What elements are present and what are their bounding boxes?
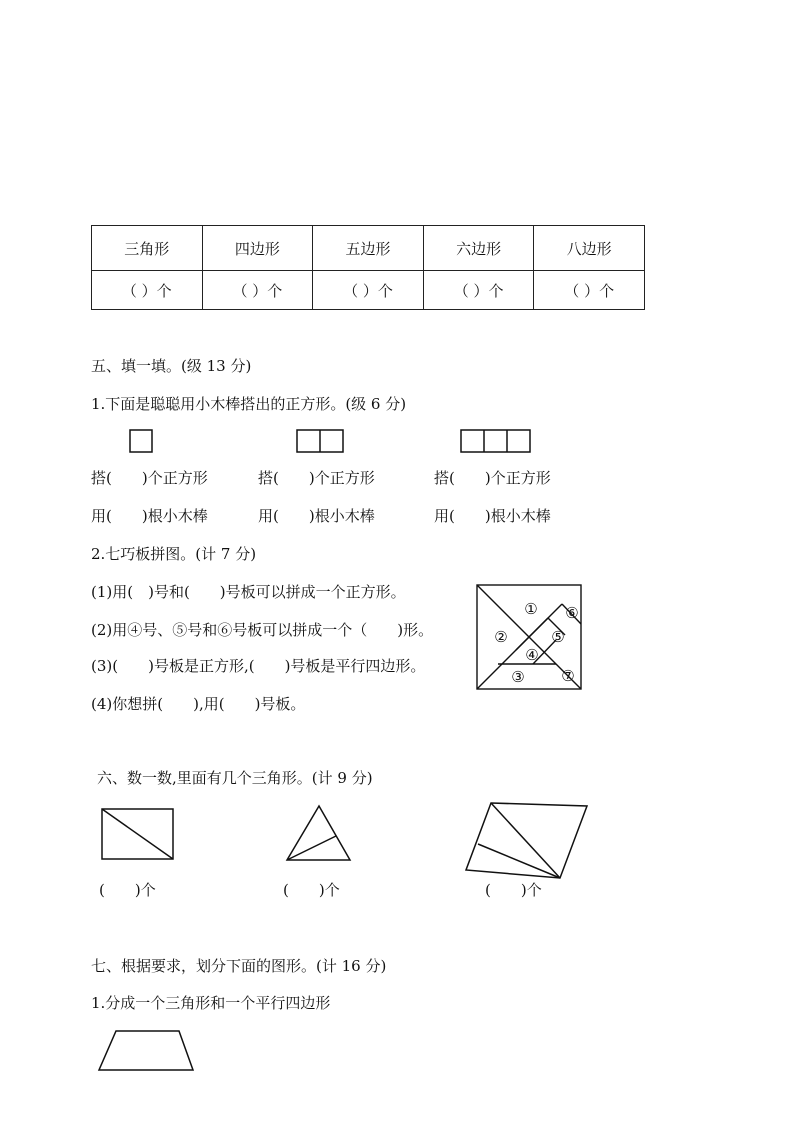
section7-title: 七、根据要求，划分下面的图形。(计 16 分) — [91, 957, 387, 975]
tangram-question-3[interactable]: (3)( )号板是正方形,( )号板是平行四边形。 — [91, 657, 426, 675]
build-count-1[interactable]: 搭( )个正方形 — [91, 469, 208, 487]
table-answer-cell[interactable]: （ ）个 — [202, 271, 313, 310]
triangle-count-answer-2[interactable]: ( )个 — [283, 881, 340, 899]
build-count-3[interactable]: 搭( )个正方形 — [434, 469, 551, 487]
tangram-label-6: ⑥ — [565, 604, 579, 622]
section5-q1-title: 1.下面是聪聪用小木棒搭出的正方形。(级 6 分) — [91, 395, 407, 413]
tangram-label-1: ① — [524, 600, 538, 618]
section6-title: 六、数一数,里面有几个三角形。(计 9 分) — [97, 769, 373, 787]
section5-q2-title: 2.七巧板拼图。(计 7 分) — [91, 545, 257, 563]
stick-count-3[interactable]: 用( )根小木棒 — [434, 507, 551, 525]
trapezoid-shape — [99, 1031, 193, 1070]
table-header-cell: 八边形 — [534, 226, 645, 271]
table-answer-cell[interactable]: （ ）个 — [313, 271, 424, 310]
table-header-cell: 六边形 — [423, 226, 534, 271]
triangle-count-answer-1[interactable]: ( )个 — [99, 881, 156, 899]
tangram-question-2[interactable]: (2)用④号、⑤号和⑥号板可以拼成一个（ )形。 — [91, 621, 434, 639]
table-header-cell: 五边形 — [313, 226, 424, 271]
tangram-question-1[interactable]: (1)用( )号和( )号板可以拼成一个正方形。 — [91, 583, 406, 601]
triangle-count-answer-3[interactable]: ( )个 — [485, 881, 542, 899]
tangram-label-5: ⑤ — [551, 628, 565, 646]
section7-q1: 1.分成一个三角形和一个平行四边形 — [91, 994, 331, 1012]
table-header-cell: 四边形 — [202, 226, 313, 271]
build-count-2[interactable]: 搭( )个正方形 — [258, 469, 375, 487]
tangram-label-4: ④ — [525, 646, 539, 664]
stick-count-1[interactable]: 用( )根小木棒 — [91, 507, 208, 525]
tangram-label-3: ③ — [511, 668, 525, 686]
table-answer-cell[interactable]: （ ）个 — [534, 271, 645, 310]
table-header-cell: 三角形 — [92, 226, 203, 271]
tangram-label-7: ⑦ — [561, 667, 575, 685]
tangram-question-4[interactable]: (4)你想拼( ),用( )号板。 — [91, 695, 306, 713]
table-answer-cell[interactable]: （ ）个 — [423, 271, 534, 310]
tangram-label-2: ② — [494, 628, 508, 646]
section5-title: 五、填一填。(级 13 分) — [91, 357, 252, 375]
stick-count-2[interactable]: 用( )根小木棒 — [258, 507, 375, 525]
table-answer-cell[interactable]: （ ）个 — [92, 271, 203, 310]
